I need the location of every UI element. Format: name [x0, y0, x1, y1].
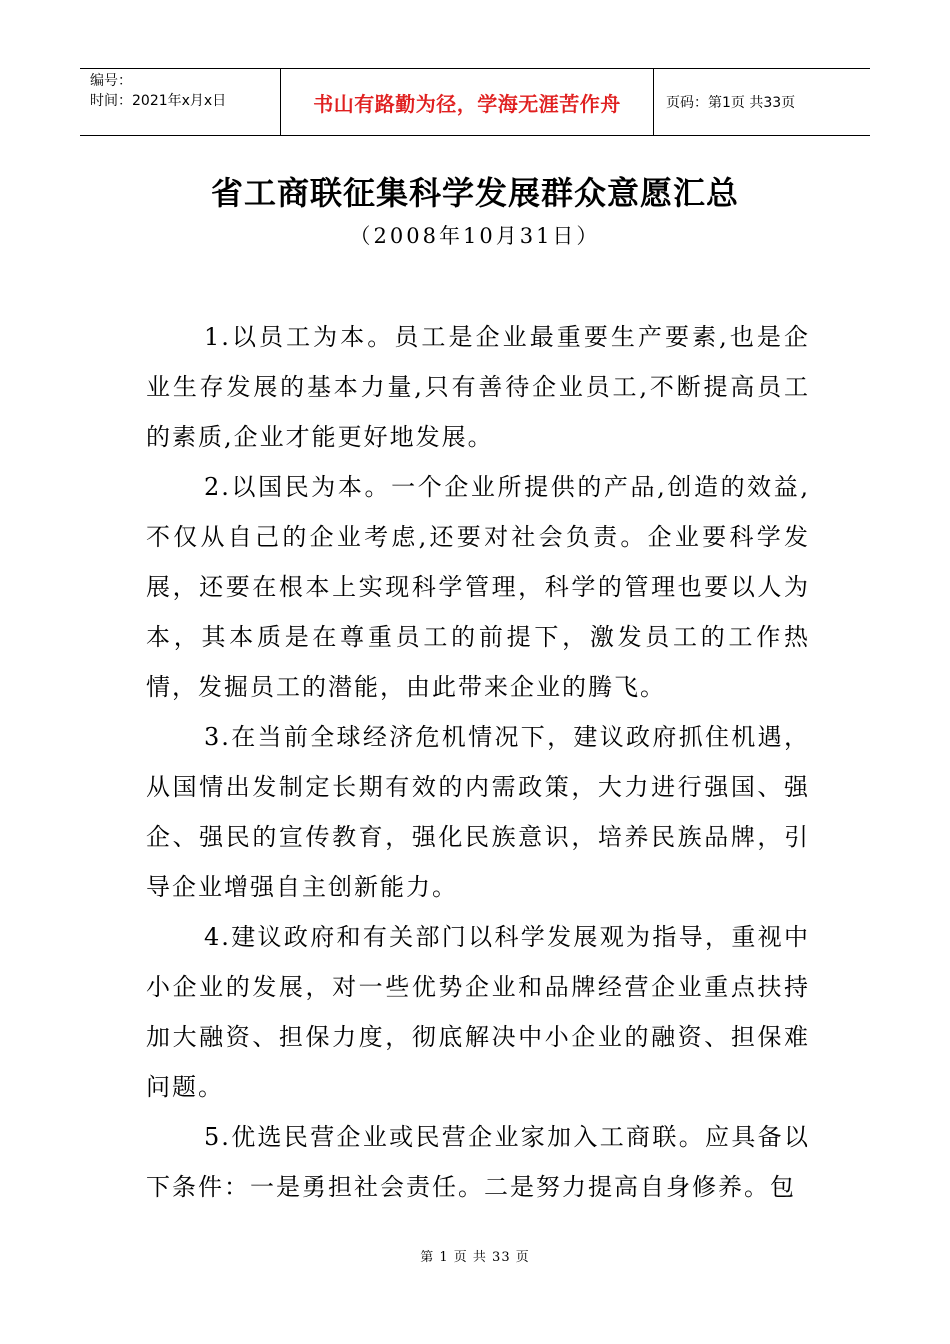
paragraph-4: 4.建议政府和有关部门以科学发展观为指导，重视中小企业的发展，对一些优势企业和品牌经营企业重点扶持加大融资、担保力度，彻底解决中小企业的融资、担保难问题。	[146, 923, 810, 1101]
date-label: 时间：2021年x月x日	[90, 93, 227, 109]
document-date: （2008年10月31日）	[349, 224, 601, 248]
paragraph-1: 1.以员工为本。员工是企业最重要生产要素,也是企业生存发展的基本力量,只有善待企业员工,不断提高员工的素质,企业才能更好地发展。	[146, 323, 810, 451]
page-info: 页码：第1页 共33页	[666, 95, 796, 111]
header-motto-cell	[281, 69, 654, 135]
page-footer: 第 1 页 共 33 页	[420, 1250, 530, 1265]
paragraph-2: 2.以国民为本。一个企业所提供的产品,创造的效益,不仅从自己的企业考虑,还要对社会负责。企业要科学发展，还要在根本上实现科学管理，科学的管理也要以人为本，其本质是在尊重员工的前提下，激发员工的工作热情，发掘员工的潜能，由此带来企业的腾飞。	[146, 473, 810, 701]
header-table	[80, 68, 870, 136]
document-body	[146, 312, 810, 1212]
header-page-cell	[654, 69, 870, 135]
paragraph-3: 3.在当前全球经济危机情况下，建议政府抓住机遇，从国情出发制定长期有效的内需政策，大力进行强国、强企、强民的宣传教育，强化民族意识，培养民族品牌，引导企业增强自主创新能力。	[146, 723, 810, 901]
document-title: 省工商联征集科学发展群众意愿汇总	[210, 174, 739, 212]
number-label: 编号：	[90, 73, 132, 89]
motto-text: 书山有路勤为径，学海无涯苦作舟	[313, 91, 621, 116]
paragraph-5: 5.优选民营企业或民营企业家加入工商联。应具备以下条件：一是勇担社会责任。二是努力提高自身修养。包	[146, 1123, 810, 1201]
header-meta-cell	[80, 69, 281, 135]
